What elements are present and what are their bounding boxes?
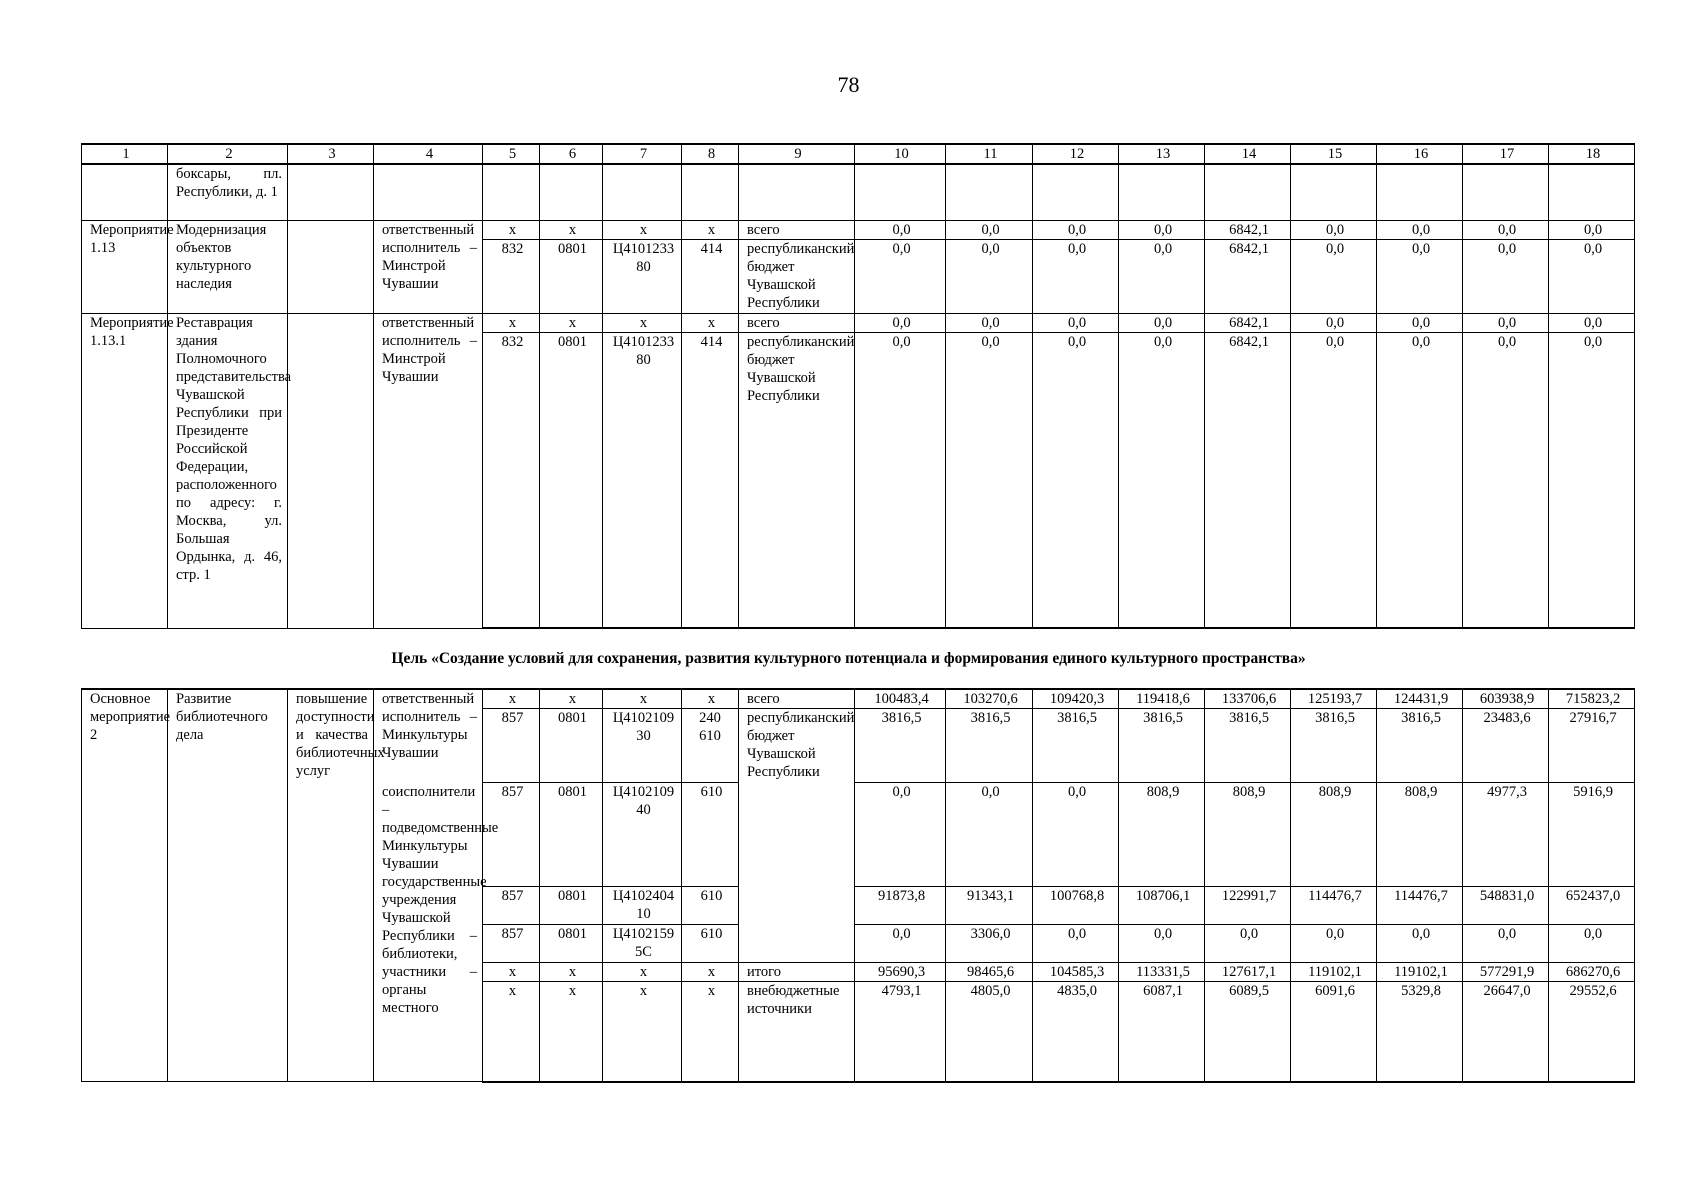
goal-heading: Цель «Создание условий для сохранения, развития культурного потенциала и формирования единого культурного пространства» (391, 650, 1306, 667)
budget-table-top (81, 143, 1635, 629)
table-row: Мероприятие 1.13.1 Реставрация здания Полномочного представительства Чувашской Республики при Президенте Российской Федерации, расположенного по адресу: г. Москва, ул. Большая Ордынка, д. 46, стр. 1 ответственный исполнитель – Минстрой Чувашии х х х х всего 0,0 0,0 0,0 0,0 6842,1 0,0 0,0 0,0 0,0 (82, 313, 1635, 332)
budget-table-bottom (81, 688, 1635, 1083)
table-row: 832 0801 Ц410123380 414 республиканский бюджет Чувашской Республики 0,0 0,0 0,0 0,0 6842,1 0,0 0,0 0,0 0,0 (82, 332, 1635, 628)
cell-measure: Основное мероприятие 2 (82, 689, 168, 1082)
table-row: Основное мероприятие 2 Развитие библиотечного дела повышение доступности и качества библиотечных услуг ответственный исполнитель – Минкультуры Чувашии х х х х всего 100483,4 103270,6 109420,3 119418,6 133706,6 125193,7 124431,9 603938,9 715823,2 (82, 689, 1635, 709)
header-row: 1 2 3 4 5 6 7 8 9 10 11 12 13 14 15 16 17 18 (82, 144, 1635, 164)
cell-description: Модернизация объектов культурного наследия (168, 220, 288, 313)
table-row (82, 164, 1635, 220)
page-number: 78 (837, 72, 860, 97)
table-row: 857 0801 Ц410240410 610 91873,8 91343,1 100768,8 108706,1 122991,7 114476,7 114476,7 548831,0 652437,0 (82, 887, 1635, 925)
cell-executor: ответственный исполнитель – Минкультуры Чувашии (374, 689, 483, 783)
cell-description: Реставрация здания Полномочного представительства Чувашской Республики при Президенте Российской Федерации, расположенного по адресу: г. Москва, ул. Большая Ордынка, д. 46, стр. 1 (168, 313, 288, 628)
cell-coexecutors: соисполнители – подведомственные Минкультуры Чувашии государственные учреждения Чувашской Республики – библиотеки, участники – органы местного (374, 783, 483, 1082)
table-row: 832 0801 Ц410123380 414 республиканский бюджет Чувашской Республики 0,0 0,0 0,0 0,0 6842,1 0,0 0,0 0,0 0,0 (82, 239, 1635, 313)
table-row: х х х х внебюджетные источники 4793,1 4805,0 4835,0 6087,1 6089,5 6091,6 5329,8 26647,0 29552,6 (82, 982, 1635, 1082)
cell-description: боксары, пл. Республики, д. 1 (168, 164, 288, 220)
table-row: х х х х итого 95690,3 98465,6 104585,3 113331,5 127617,1 119102,1 119102,1 577291,9 686270,6 (82, 963, 1635, 982)
cell-goal: повышение доступности и качества библиотечных услуг (288, 689, 374, 1082)
table-row: соисполнители – подведомственные Минкультуры Чувашии государственные учреждения Чувашской Республики – библиотеки, участники – органы местного 857 0801 Ц410210940 610 0,0 0,0 0,0 808,9 808,9 808,9 808,9 4977,3 5916,9 (82, 783, 1635, 887)
cell-measure: Мероприятие 1.13.1 (82, 313, 168, 628)
cell-description: Развитие библиотечного дела (168, 689, 288, 1082)
cell-measure: Мероприятие 1.13 (82, 220, 168, 313)
table-row: Мероприятие 1.13 Модернизация объектов культурного наследия ответственный исполнитель – Минстрой Чувашии х х х х всего 0,0 0,0 0,0 0,0 6842,1 0,0 0,0 0,0 0,0 (82, 220, 1635, 239)
cell-executor: ответственный исполнитель – Минстрой Чувашии (374, 220, 483, 313)
table-row: 857 0801 Ц41021595С 610 0,0 3306,0 0,0 0,0 0,0 0,0 0,0 0,0 0,0 (82, 925, 1635, 963)
cell-executor: ответственный исполнитель – Минстрой Чувашии (374, 313, 483, 628)
table-row: 857 0801 Ц410210930 240 610 республиканский бюджет Чувашской Республики 3816,5 3816,5 3816,5 3816,5 3816,5 3816,5 3816,5 23483,6 27916,7 (82, 709, 1635, 783)
